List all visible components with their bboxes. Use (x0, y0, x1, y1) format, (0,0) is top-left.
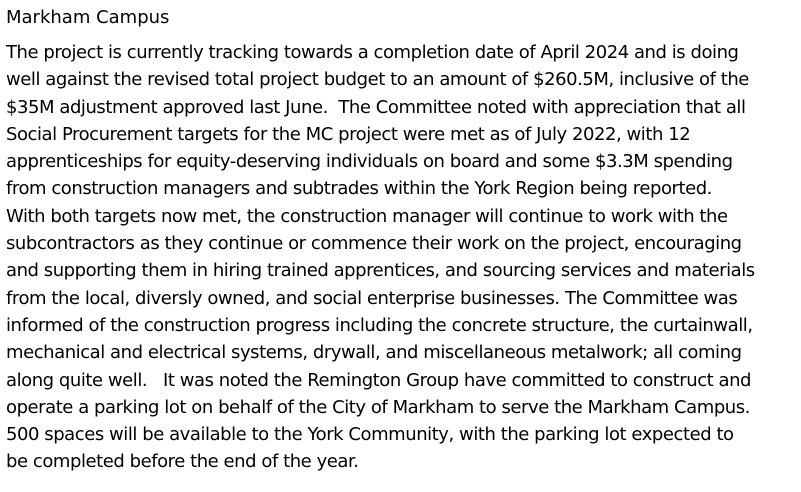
paragraph-line: be completed before the end of the year. (6, 451, 359, 473)
paragraph-line: from construction managers and subtrades within the York Region being reported. (6, 178, 712, 200)
paragraph-line: mechanical and electrical systems, drywall, and miscellaneous metalwork; all coming (6, 342, 742, 364)
paragraph-line: With both targets now met, the construction manager will continue to work with the (6, 205, 728, 227)
document-body (6, 4, 798, 476)
paragraph-line: informed of the construction progress including the concrete structure, the curtainwall, (6, 314, 753, 336)
section-heading: Markham Campus (6, 7, 170, 28)
paragraph-line: subcontractors as they continue or commence their work on the project, encouraging (6, 233, 742, 255)
paragraph-line: Social Procurement targets for the MC project were met as of July 2022, with 12 (6, 123, 691, 145)
paragraph-line: The project is currently tracking towards a completion date of April 2024 and is doing (6, 42, 739, 63)
project-update-paragraph (6, 39, 798, 476)
paragraph-line: apprenticeships for equity-deserving individuals on board and some $3.3M spending (6, 151, 733, 173)
paragraph-line: 500 spaces will be available to the York Community, with the parking lot expected to (6, 424, 734, 446)
paragraph-line: and supporting them in hiring trained apprentices, and sourcing services and materials (6, 260, 755, 282)
paragraph-line: operate a parking lot on behalf of the City of Markham to serve the Markham Campus. (6, 396, 750, 418)
paragraph-line: well against the revised total project budget to an amount of $260.5M, inclusive of the (6, 69, 749, 91)
paragraph-line: from the local, diversly owned, and social enterprise businesses. The Committee was (6, 287, 738, 309)
paragraph-line: $35M adjustment approved last June. The Committee noted with appreciation that all (6, 96, 746, 118)
paragraph-line: along quite well. It was noted the Remington Group have committed to construct and (6, 369, 752, 391)
